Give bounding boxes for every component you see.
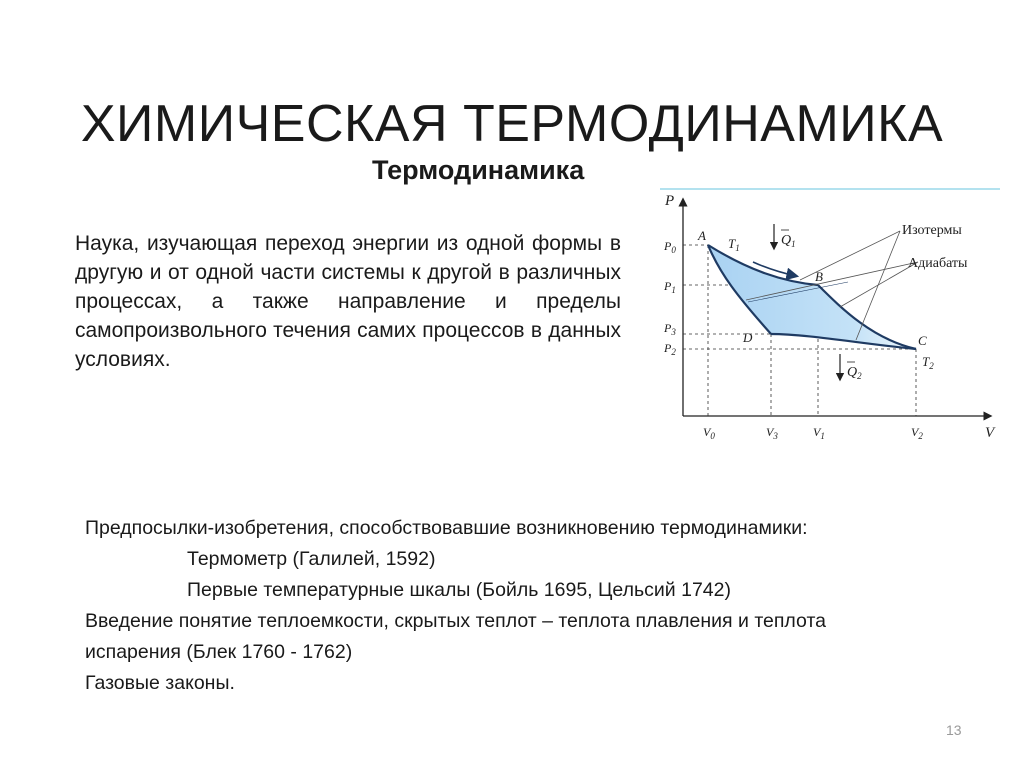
- x-tick-v3: $V_3$: [766, 425, 778, 441]
- notes-line: Введение понятие теплоемкости, скрытых теплот – теплота плавления и теплота: [85, 610, 826, 632]
- leader-adiabat-1: [840, 262, 918, 307]
- q2-label: $Q_2$: [847, 365, 862, 381]
- x-tick-v0: $V_0$: [703, 425, 715, 441]
- x-tick-v2: $V_2$: [911, 425, 923, 441]
- t1-label: $T_1$: [728, 236, 740, 253]
- x-tick-v1: $V_1$: [813, 425, 825, 441]
- q1-label: $Q_1$: [781, 233, 796, 249]
- point-a-label: A: [698, 228, 706, 243]
- point-d-label: D: [743, 330, 753, 345]
- pv-cycle-diagram: [648, 182, 1000, 460]
- notes-line: Термометр (Галилей, 1592): [187, 548, 436, 570]
- v-axis-label: V: [985, 425, 995, 441]
- point-b-label: B: [815, 269, 823, 284]
- p-axis-label: P: [665, 193, 675, 209]
- notes-block: [85, 513, 985, 699]
- t2-label: $T_2$: [922, 354, 934, 371]
- definition-text: Наука, изучающая переход энергии из одной формы в другую и от одной части системы к другой в различных процессах, а также направление и пределы самопроизвольного течения самих процессов в данных условиях.: [75, 232, 621, 371]
- isotherms-label: Изотермы: [902, 223, 962, 238]
- notes-line: Первые температурные шкалы (Бойль 1695, Цельсий 1742): [187, 579, 731, 601]
- point-c-label: C: [918, 333, 927, 348]
- slide-title: ХИМИЧЕСКАЯ ТЕРМОДИНАМИКА: [80, 94, 944, 153]
- notes-line: Предпосылки-изобретения, способствовавшие возникновению термодинамики:: [85, 517, 808, 539]
- y-tick-p0: $P_0$: [664, 239, 676, 255]
- adiabats-label: Адиабаты: [908, 256, 968, 271]
- y-tick-p2: $P_2$: [664, 341, 676, 357]
- y-tick-p1: $P_1$: [664, 279, 676, 295]
- notes-line: испарения (Блек 1760 - 1762): [85, 641, 353, 663]
- page-number: 13: [946, 722, 962, 738]
- slide-subtitle: Термодинамика: [372, 155, 585, 185]
- notes-line: Газовые законы.: [85, 672, 235, 694]
- y-tick-p3: $P_3$: [664, 321, 676, 337]
